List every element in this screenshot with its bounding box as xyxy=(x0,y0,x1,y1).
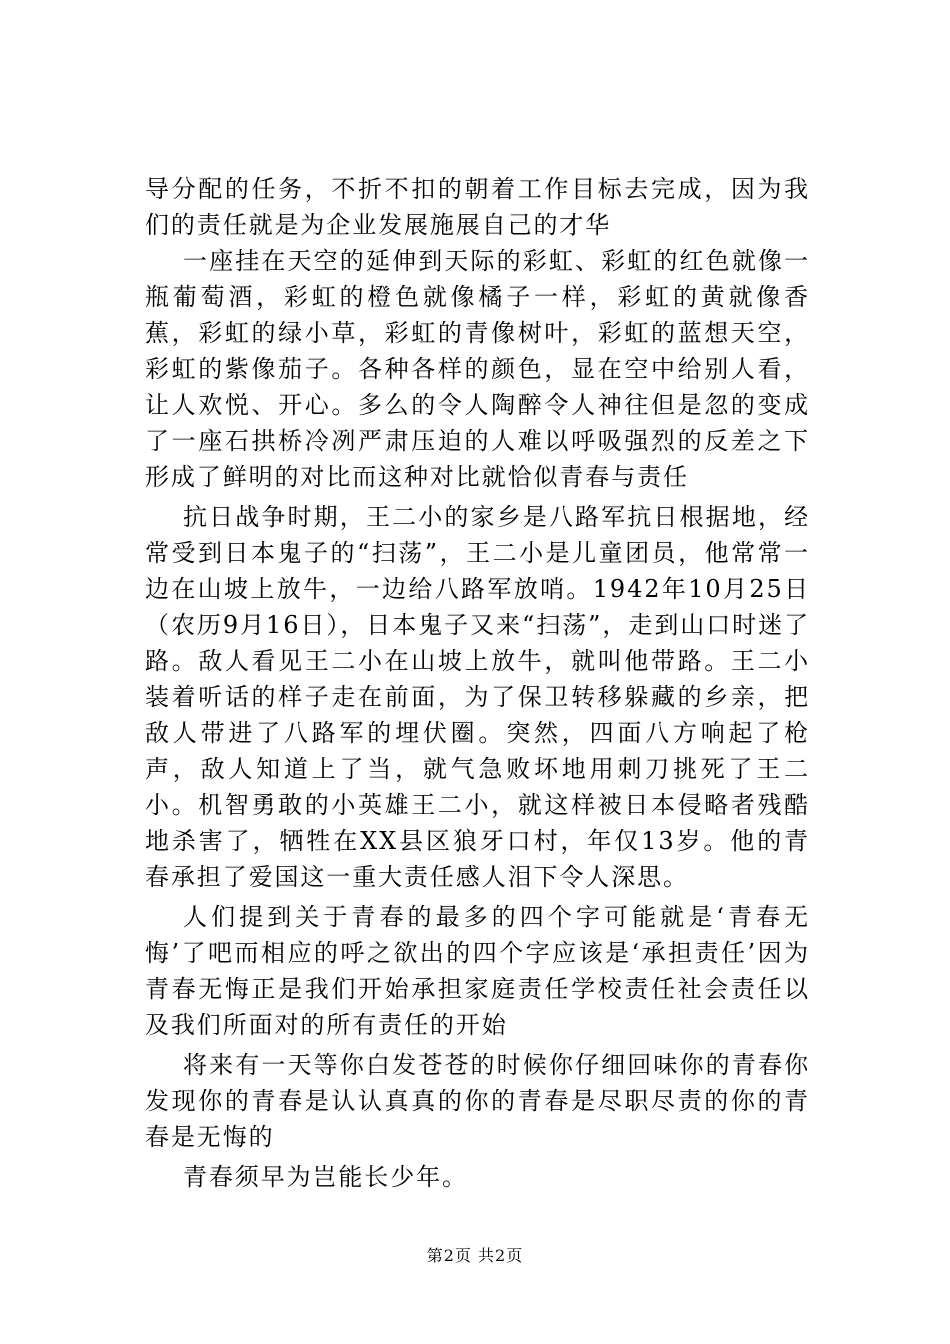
paragraph-closing: 青春须早为岂能长少年。 xyxy=(183,1163,468,1191)
paragraph-wang-erxiao: 抗日战争时期，王二小的家乡是八路军抗日根据地，经常受到日本鬼子的“扫荡”，王二小是儿童团员，他常常一边在山坡上放牛，一边给八路军放哨。1942年10月25日（农历9月16日），日本鬼子又来“扫荡”，走到山口时迷了路。敌人看见王二小在山坡上放牛，就叫他带路。王二小装着听话的样子走在前面，为了保卫转移躲藏的乡亲，把敌人带进了八路军的埋伏圈。突然，四面八方响起了枪声，敌人知道上了当，就气急败坏地用刺刀挑死了王二小。机智勇敢的小英雄王二小，就这样被日本侵略者残酷地杀害了，牺牲在XX县区狼牙口村，年仅13岁。他的青春承担了爱国这一重大责任感人泪下令人深思。 xyxy=(145,503,810,891)
paragraph-future-reflection: 将来有一天等你白发苍苍的时候你仔细回味你的青春你发现你的青春是认认真真的你的青春是尽职尽责的你的青春是无悔的 xyxy=(145,1051,810,1151)
page-footer: 第2页 共2页 xyxy=(426,1246,524,1265)
paragraph-youth-no-regret: 人们提到关于青春的最多的四个字可能就是‘青春无悔’了吧而相应的呼之欲出的四个字应该是‘承担责任’因为青春无悔正是我们开始承担家庭责任学校责任社会责任以及我们所面对的所有责任的开始 xyxy=(145,903,810,1039)
document-body xyxy=(145,171,810,1195)
paragraph-intro-continuation: 导分配的任务，不折不扣的朝着工作目标去完成，因为我们的责任就是为企业发展施展自己的才华 xyxy=(145,175,810,239)
paragraph-rainbow: 一座挂在天空的延伸到天际的彩虹、彩虹的红色就像一瓶葡萄酒，彩虹的橙色就像橘子一样，彩虹的黄就像香蕉，彩虹的绿小草，彩虹的青像树叶，彩虹的蓝想天空，彩虹的紫像茄子。各种各样的颜色，显在空中给别人看，让人欢悦、开心。多么的令人陶醉令人神往但是忽的变成了一座石拱桥冷冽严肃压迫的人难以呼吸强烈的反差之下形成了鲜明的对比而这种对比就恰似青春与责任 xyxy=(145,247,810,491)
